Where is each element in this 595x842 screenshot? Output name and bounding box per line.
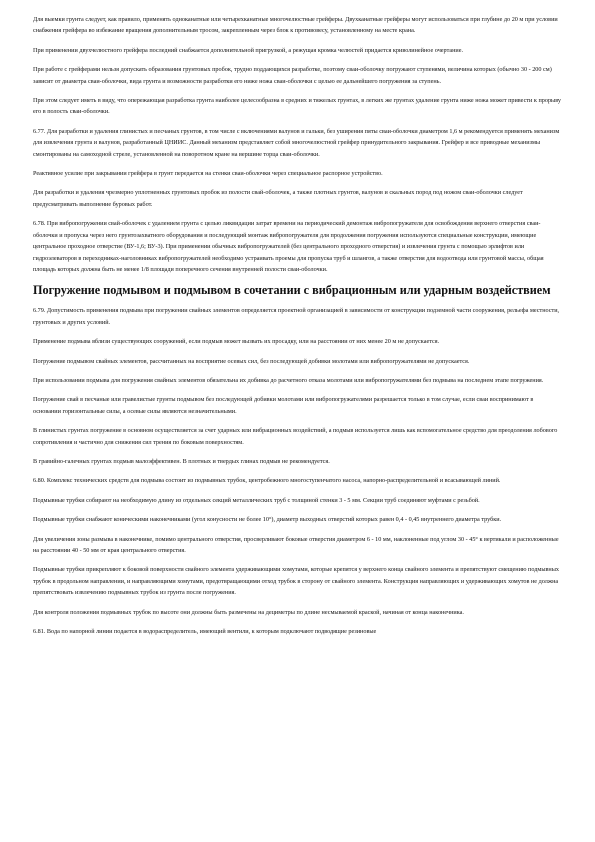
section-heading: Погружение подмывом и подмывом в сочетании с вибрационным или ударным воздействием — [33, 283, 551, 298]
paragraph: Для разработки и удаления чрезмерно уплотненных грунтовых пробок из полости свай-оболочек, а также плотных грунтов, валунов и скальных пород под ножом сваи-оболочки следует предусматривать выполнение буровых работ. — [33, 189, 523, 208]
paragraph: 6.81. Вода по напорной линии подается в водораспределитель, имеющий вентили, к которым подключают подводящие резиновые — [33, 628, 377, 636]
paragraph: 6.79. Допустимость применения подмыва при погружении свайных элементов определяется проектной организацией в зависимости от конструкции подземной части сооружения, рельефа местности, грунтовых и других условий. — [33, 307, 560, 326]
paragraph: В глинистых грунтах погружение в основном осуществляется за счет ударных или вибрационных воздействий, а подмыв используется лишь как вспомогательное средство для преодоления лобового сопротивления и частично для снижения сил трения по боковым поверхностям. — [33, 427, 558, 446]
paragraph: Реактивное усилие при закрывании грейфера в грунт передается на стенки сваи-оболочки через специальное распорное устройство. — [33, 170, 383, 178]
paragraph: При применении двухчелюстного грейфера последний снабжается дополнительной пригрузкой, а режущая кромка челюстей придается криволинейное очертание. — [33, 46, 464, 54]
paragraph: В гравийно-галечных грунтах подмыв малоэффективен. В плотных и твердых глинах подмыв не рекомендуется. — [33, 457, 330, 465]
paragraph: При этом следует иметь в виду, что опережающая разработка грунта наиболее целесообразна в средних и тяжелых грунтах, в легких же грунтах удаление грунта ниже ножа может привести к прорыву его в полость сваи-оболочки. — [33, 97, 561, 116]
paragraph: Для увеличения зоны размыва в наконечнике, помимо центрального отверстия, просверливают боковые отверстия диаметром 6 - 10 мм, наклоненные под углом 30 - 45° к вертикали и расположенные на расстоянии 40 - 50 мм от края центрального отверстия. — [33, 535, 559, 554]
paragraph: Подмывные трубки снабжают коническими наконечниками (угол конусности не более 10°), диаметр выходных отверстий которых равен 0,4 - 0,45 внутреннего диаметра трубки. — [33, 516, 502, 524]
paragraph: При работе с грейферами нельзя допускать образования грунтовых пробок, трудно поддающихся разработке, поэтому сваи-оболочку погружают ступенями, величина которых (обычно 30 - 200 см) зависит от диаметра сваи-оболочки, вида грунта и возможности разработки его ниже ножа сваи-оболочки с целью ее дальнейшего погружения за ступень. — [33, 66, 552, 85]
paragraph: Для контроля положения подмывных трубок по высоте они должны быть размечены на дециметры по длине несмываемой краской, начиная от конца наконечника. — [33, 608, 464, 616]
paragraph: 6.78. При вибропогружении свай-оболочек с удалением грунта с целью ликвидации затрат времени на периодический демонтаж вибропогружателя для освобождения верхнего отверстия сваи-оболочки и пропуска через него грунтозахватного оборудования и последующий монтаж вибропогружателя для продолжения погружения используются специальные конструкции, имеющие центральное проходное отверстие (ВУ-1,6; ВУ-3). При применении обычных вибропогружателей (без центрального проходного отверстия) и извлечения грунта с помощью эрлифтов или гидроэлеваторов в переходниках-наголовниках вибропогружателей необходимо устраивать проемы для пропуска труб и шлангов, а также отверстия для водоотвода или грунтовой массы, общая площадь которых должна быть не менее 1/8 площади поперечного сечения внутренней полости сваи-оболочки. — [33, 220, 544, 273]
paragraph: Погружение подмывом свайных элементов, рассчитанных на восприятие осевых сил, без последующей добивки молотами или вибропогружателями не допускается. — [33, 357, 470, 365]
paragraph: Погружение свай в песчаные или гравелистые грунты подмывом без последующей добивки молотами или вибропогружателями разрешается только в том случае, если сваи воспринимают в основании горизонтальные силы, а осевые силы являются незначительными. — [33, 396, 534, 415]
paragraph: Применение подмыва вблизи существующих сооружений, если подмыв может вызвать их просадку, или на расстоянии от них менее 20 м не допускается. — [33, 338, 440, 346]
paragraph: Для выемки грунта следует, как правило, применять одноканатные или четырехканатные многочелюстные грейферы. Двухканатные грейферы могут использоваться при глубине до 20 м при условии снабжения грейфера во избежание вращения дополнительным тросом, закрепленным через блок к противовесу, установленному на месте крана. — [33, 16, 558, 35]
paragraph: 6.77. Для разработки и удаления глинистых и песчаных грунтов, в том числе с включениями валунов и гальки, без уширения пяты сваи-оболочки диаметром 1,6 м рекомендуется применять механизм для извлечения грунта и валунов, разработанный ЦНИИС. Данный механизм представляет собой многочелюстной грейфер принудительного закрывания. Грейфер и все приводные механизмы смонтированы на самоходной стреле, установленной на поворотном кране на вершине торца сваи-оболочки. — [33, 127, 560, 158]
paragraph: Подмывные трубки собирают на необходимую длину из отдельных секций металлических труб с толщиной стенки 3 - 5 мм. Секции труб соединяют муфтами с резьбой. — [33, 496, 480, 504]
paragraph: 6.80. Комплекс технических средств для подмыва состоит из подмывных трубок, центробежного многоступенчатого насоса, напорно-распределительной и всасывающей линий. — [33, 477, 501, 485]
paragraph: Подмывные трубки прикрепляют к боковой поверхности свайного элемента удерживающими хомутами, которые крепятся у верхнего конца свайного элемента и препятствуют смещению подмывных трубок в продольном направлении, и направляющими хомутами, предотвращающими отход трубок в сторону от свайного элемента. Конструкция направляющих и удерживающих хомутов не должна препятствовать извлечению подмывных трубок из грунта после погружения. — [33, 566, 559, 597]
paragraph: При использовании подмыва для погружения свайных элементов обязательна их добивка до расчетного отказа молотами или вибропогружателями без подмыва на последнем этапе погружения. — [33, 376, 544, 384]
